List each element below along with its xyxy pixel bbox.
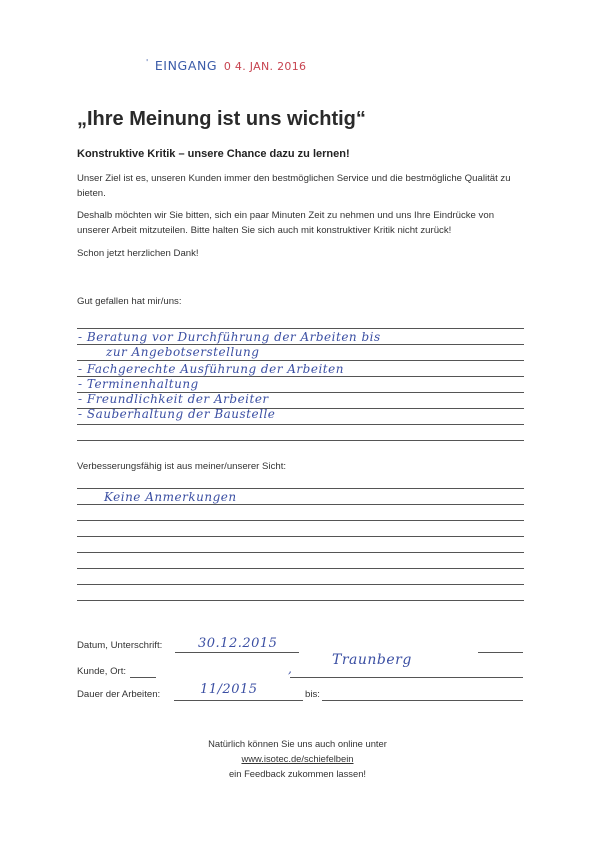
request-paragraph: Deshalb möchten wir Sie bitten, sich ein paar Minuten Zeit zu nehmen und uns Ihre Eindrücke von unserer Arbeit mitzuteilen. Bitte halten Sie sich auch mit konstruktiver Kritik nicht zurück! — [77, 210, 495, 236]
improve-line-2 — [77, 504, 524, 505]
improve-entry-1: Keine Anmerkungen — [104, 490, 237, 504]
date-signature-line — [175, 652, 299, 653]
customer-label: Kunde, Ort: — [77, 666, 127, 677]
intro-paragraph: Unser Ziel ist es, unseren Kunden immer den bestmöglichen Service und die bestmögliche Qualität zu bieten. — [77, 173, 511, 199]
duration-from-line — [174, 700, 303, 701]
received-stamp — [146, 58, 306, 73]
improve-line-1 — [77, 488, 524, 489]
footer — [0, 736, 595, 781]
date-label: Datum, Unterschrift: — [77, 640, 163, 651]
until-label: bis: — [305, 689, 320, 700]
liked-line-7 — [77, 424, 524, 425]
liked-line-8 — [77, 440, 524, 441]
signature-line-right — [478, 652, 523, 653]
liked-line-3 — [77, 360, 524, 361]
improve-line-7 — [77, 584, 524, 585]
page-title: „Ihre Meinung ist uns wichtig“ — [77, 108, 366, 130]
liked-entry-2: zur Angebotserstellung — [106, 345, 260, 359]
footer-line-3: ein Feedback zukommen lassen! — [228, 768, 367, 779]
liked-entry-3: - Fachgerechte Ausführung der Arbeiten — [78, 362, 344, 376]
liked-entry-5: - Freundlichkeit der Arbeiter — [78, 392, 269, 406]
place-line — [290, 677, 523, 678]
improve-line-8 — [77, 600, 524, 601]
liked-label: Gut gefallen hat mir/uns: — [77, 296, 182, 307]
website-link[interactable]: www.isotec.de/schiefelbein — [241, 753, 354, 764]
stamp-text: EINGANG — [154, 58, 218, 73]
liked-entry-6: - Sauberhaltung der Baustelle — [78, 407, 276, 421]
liked-entry-4: - Terminenhaltung — [78, 377, 199, 391]
stamp-mark: ' — [146, 58, 149, 67]
customer-line — [130, 677, 156, 678]
improve-line-5 — [77, 552, 524, 553]
page-subtitle: Konstruktive Kritik – unsere Chance dazu zu lernen! — [77, 148, 350, 160]
place-separator: , — [288, 662, 293, 676]
stamp-date: 0 4. JAN. 2016 — [223, 60, 307, 73]
improve-line-6 — [77, 568, 524, 569]
improve-line-3 — [77, 520, 524, 521]
footer-line-1: Natürlich können Sie uns auch online unter — [208, 738, 387, 749]
improve-label: Verbesserungsfähig ist aus meiner/unserer Sicht: — [77, 461, 287, 472]
duration-from-value: 11/2015 — [200, 682, 258, 697]
date-value: 30.12.2015 — [198, 636, 278, 651]
liked-entry-1: - Beratung vor Durchführung der Arbeiten bis — [78, 330, 381, 344]
liked-line-1 — [77, 328, 524, 329]
improve-line-4 — [77, 536, 524, 537]
duration-until-line — [322, 700, 523, 701]
customer-place-value: Traunberg — [332, 652, 412, 668]
thanks-text: Schon jetzt herzlichen Dank! — [77, 248, 199, 259]
duration-label: Dauer der Arbeiten: — [77, 689, 161, 700]
